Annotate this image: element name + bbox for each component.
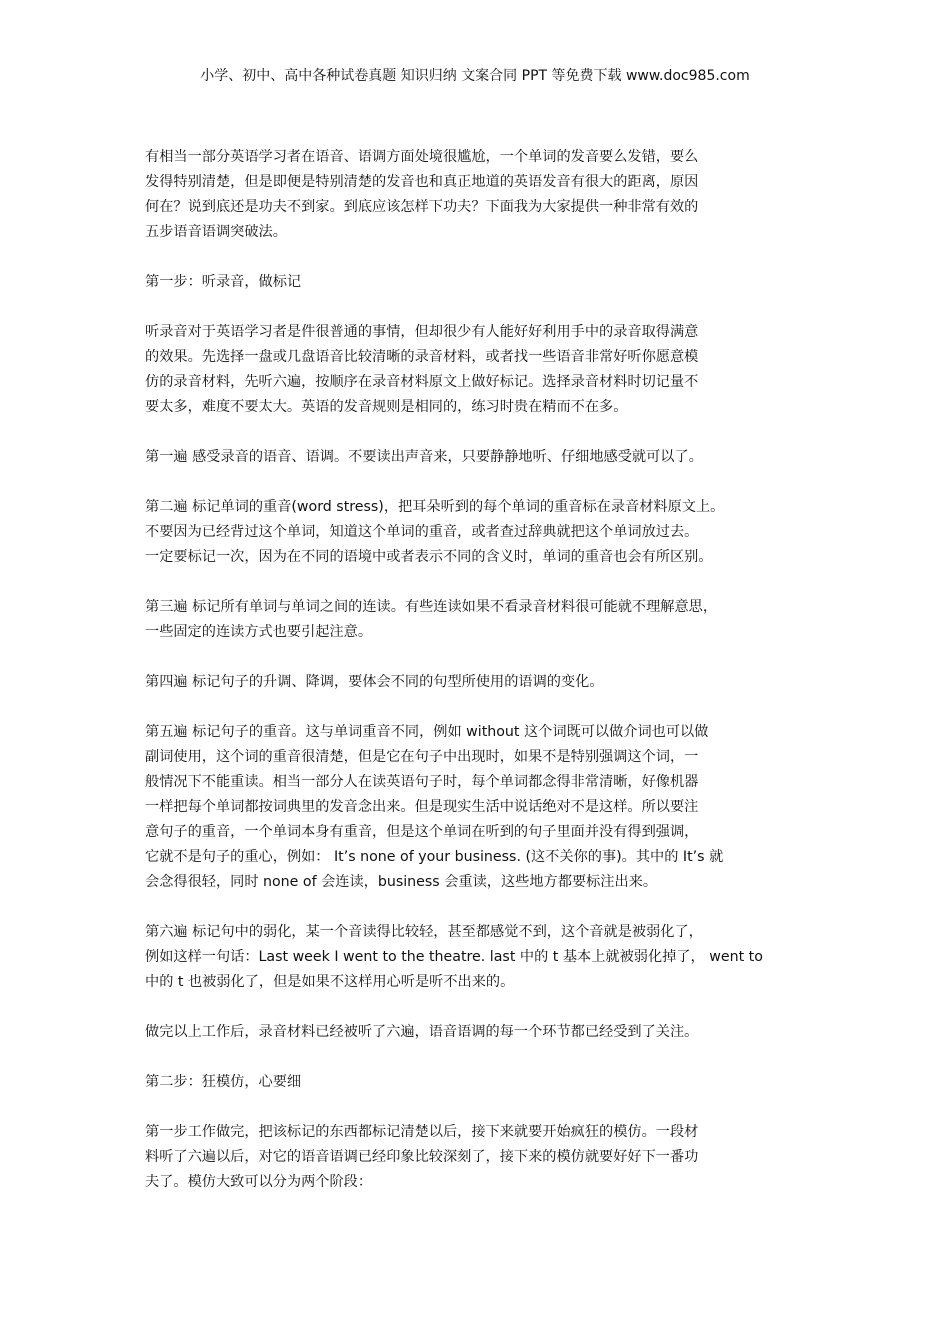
text-line: 第四遍 标记句子的升调、降调，要体会不同的句型所使用的语调的变化。 — [145, 674, 604, 690]
paragraph — [145, 720, 815, 895]
paragraph — [145, 445, 815, 470]
paragraph — [145, 595, 815, 645]
page-header: 小学、初中、高中各种试卷真题 知识归纳 文案合同 PPT 等免费下载 www.doc985.com — [200, 68, 750, 84]
text-line: 料听了六遍以后，对它的语音语调已经印象比较深刻了，接下来的模仿就要好好下一番功 — [145, 1149, 699, 1165]
text-line: 不要因为已经背过这个单词，知道这个单词的重音，或者查过辞典就把这个单词放过去。 — [145, 524, 699, 540]
text-line: 的效果。先选择一盘或几盘语音比较清晰的录音材料，或者找一些语音非常好听你愿意模 — [145, 349, 699, 365]
paragraph — [145, 1120, 815, 1195]
text-line: 听录音对于英语学习者是件很普通的事情，但却很少有人能好好利用手中的录音取得满意 — [145, 324, 699, 340]
paragraph — [145, 920, 815, 995]
text-line: 般情况下不能重读。相当一部分人在读英语句子时，每个单词都念得非常清晰，好像机器 — [145, 774, 699, 790]
paragraph — [145, 1070, 815, 1095]
text-line: 做完以上工作后，录音材料已经被听了六遍，语音语调的每一个环节都已经受到了关注。 — [145, 1024, 699, 1040]
text-line: 第一步工作做完，把该标记的东西都标记清楚以后，接下来就要开始疯狂的模仿。一段材 — [145, 1124, 699, 1140]
text-line: 副词使用，这个词的重音很清楚，但是它在句子中出现时，如果不是特别强调这个词，一 — [145, 749, 699, 765]
text-line: 有相当一部分英语学习者在语音、语调方面处境很尴尬，一个单词的发音要么发错，要么 — [145, 149, 699, 165]
text-line: 仿的录音材料，先听六遍，按顺序在录音材料原文上做好标记。选择录音材料时切记量不 — [145, 374, 699, 390]
text-line: 五步语音语调突破法。 — [145, 224, 287, 240]
paragraph — [145, 270, 815, 295]
text-line: 发得特别清楚，但是即便是特别清楚的发音也和真正地道的英语发音有很大的距离，原因 — [145, 174, 699, 190]
document-body — [145, 145, 815, 1220]
text-line: 一定要标记一次，因为在不同的语境中或者表示不同的含义时，单词的重音也会有所区别。 — [145, 549, 713, 565]
text-line: 何在？说到底还是功夫不到家。到底应该怎样下功夫？下面我为大家提供一种非常有效的 — [145, 199, 699, 215]
text-line: 会念得很轻，同时 none of 会连读，business 会重读，这些地方都要标注出来。 — [145, 874, 658, 890]
text-line: 第二遍 标记单词的重音(word stress)，把耳朵听到的每个单词的重音标在录音材料原文上。 — [145, 499, 725, 515]
paragraph — [145, 1020, 815, 1045]
text-line: 第一遍 感受录音的语音、语调。不要读出声音来，只要静静地听、仔细地感受就可以了。 — [145, 449, 703, 465]
paragraph — [145, 495, 815, 570]
text-line: 第五遍 标记句子的重音。这与单词重音不同，例如 without 这个词既可以做介词也可以做 — [145, 724, 709, 740]
text-line: 中的 t 也被弱化了，但是如果不这样用心听是听不出来的。 — [145, 974, 515, 990]
text-line: 例如这样一句话：Last week I went to the theatre. last 中的 t 基本上就被弱化掉了， went to — [145, 949, 763, 965]
paragraph — [145, 145, 815, 245]
paragraph — [145, 670, 815, 695]
text-line: 一些固定的连读方式也要引起注意。 — [145, 624, 373, 640]
paragraph — [145, 320, 815, 420]
text-line: 第二步：狂模仿，心要细 — [145, 1074, 302, 1090]
text-line: 意句子的重音，一个单词本身有重音，但是这个单词在听到的句子里面并没有得到强调， — [145, 824, 699, 840]
text-line: 第三遍 标记所有单词与单词之间的连读。有些连读如果不看录音材料很可能就不理解意思， — [145, 599, 718, 615]
text-line: 第六遍 标记句中的弱化，某一个音读得比较轻，甚至都感觉不到，这个音就是被弱化了， — [145, 924, 703, 940]
text-line: 要太多，难度不要太大。英语的发音规则是相同的，练习时贵在精而不在多。 — [145, 399, 628, 415]
text-line: 它就不是句子的重心，例如： It’s none of your business. (这不关你的事)。其中的 It’s 就 — [145, 849, 724, 865]
text-line: 第一步：听录音，做标记 — [145, 274, 302, 290]
text-line: 一样把每个单词都按词典里的发音念出来。但是现实生活中说话绝对不是这样。所以要注 — [145, 799, 699, 815]
text-line: 夫了。模仿大致可以分为两个阶段： — [145, 1174, 373, 1190]
